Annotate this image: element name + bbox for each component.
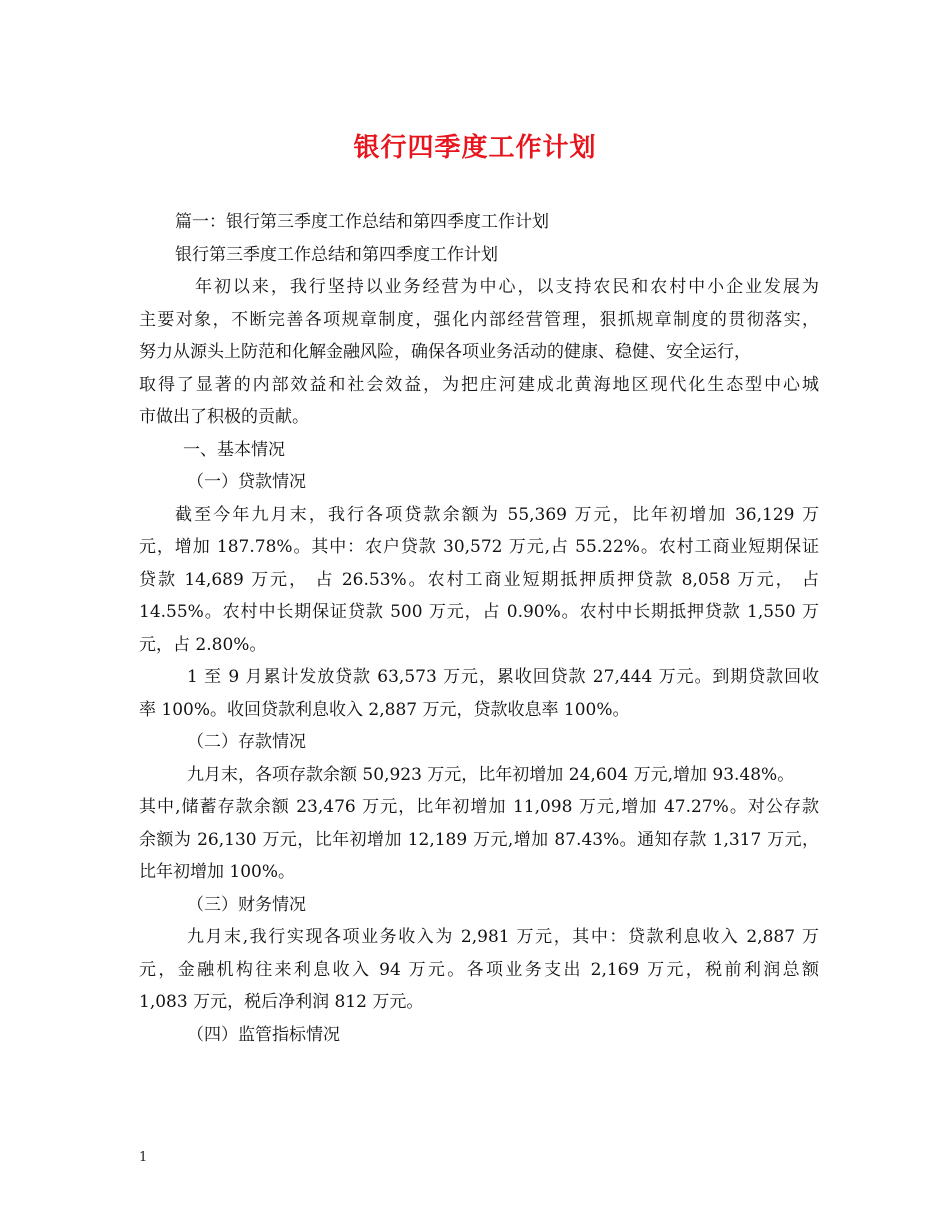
paragraph-line: 元，金融机构往来利息收入 94 万元。各项业务支出 2,169 万元，税前利润总额 <box>139 959 819 980</box>
paragraph-line: 1,083 万元，税后净利润 812 万元。 <box>139 992 424 1012</box>
page-number: 1 <box>139 1150 148 1165</box>
paragraph-line: 市做出了积极的贡献。 <box>139 407 309 427</box>
paragraph-line: 贷款 14,689 万元， 占 26.53%。农村工商业短期抵押质押贷款 8,058 万元， 占 <box>139 569 819 590</box>
section-heading: 篇一：银行第三季度工作总结和第四季度工作计划 <box>175 212 549 232</box>
document-body <box>139 206 819 1051</box>
subtitle-line: 银行第三季度工作总结和第四季度工作计划 <box>175 244 498 265</box>
paragraph-line: 努力从源头上防范和化解金融风险，确保各项业务活动的健康、稳健、安全运行， <box>139 342 751 362</box>
subsection-heading: （二）存款情况 <box>187 732 306 752</box>
subsection-heading: （三）财务情况 <box>187 894 306 915</box>
paragraph-line: 其中,储蓄存款余额 23,476 万元，比年初增加 11,098 万元,增加 47.27%。对公存款 <box>139 797 819 817</box>
subsection-heading: （四）监管指标情况 <box>187 1024 340 1045</box>
paragraph-line: 主要对象，不断完善各项规章制度，强化内部经营管理，狠抓规章制度的贯彻落实， <box>139 309 819 330</box>
section-heading: 一、基本情况 <box>183 439 285 460</box>
paragraph-line: 元，占 2.80%。 <box>139 634 267 655</box>
paragraph-line: 比年初增加 100%。 <box>139 862 296 882</box>
paragraph-line: 余额为 26,130 万元，比年初增加 12,189 万元,增加 87.43%。通知存款 1,317 万元， <box>139 829 819 850</box>
document-title: 银行四季度工作计划 <box>353 133 597 163</box>
paragraph-line: 九月末,我行实现各项业务收入为 2,981 万元，其中：贷款利息收入 2,887 万 <box>187 927 819 947</box>
subsection-heading: （一）贷款情况 <box>187 472 306 492</box>
paragraph-line: 年初以来，我行坚持以业务经营为中心，以支持农民和农村中小企业发展为 <box>195 277 819 297</box>
paragraph-line: 14.55%。农村中长期保证贷款 500 万元，占 0.90%。农村中长期抵押贷款 1,550 万 <box>139 602 819 622</box>
paragraph-line: 率 100%。收回贷款利息收入 2,887 万元，贷款收息率 100%。 <box>139 699 630 720</box>
paragraph-line: 截至今年九月末，我行各项贷款余额为 55,369 万元，比年初增加 36,129 万 <box>175 504 819 525</box>
paragraph-line: 1 至 9 月累计发放贷款 63,573 万元，累收回贷款 27,444 万元。到期贷款回收 <box>187 667 819 687</box>
paragraph-line: 取得了显著的内部效益和社会效益，为把庄河建成北黄海地区现代化生态型中心城 <box>139 374 819 395</box>
paragraph-line: 九月末，各项存款余额 50,923 万元，比年初增加 24,604 万元,增加 93.48%。 <box>187 764 795 785</box>
paragraph-line: 元，增加 187.78%。其中：农户贷款 30,572 万元,占 55.22%。农村工商业短期保证 <box>139 537 819 557</box>
